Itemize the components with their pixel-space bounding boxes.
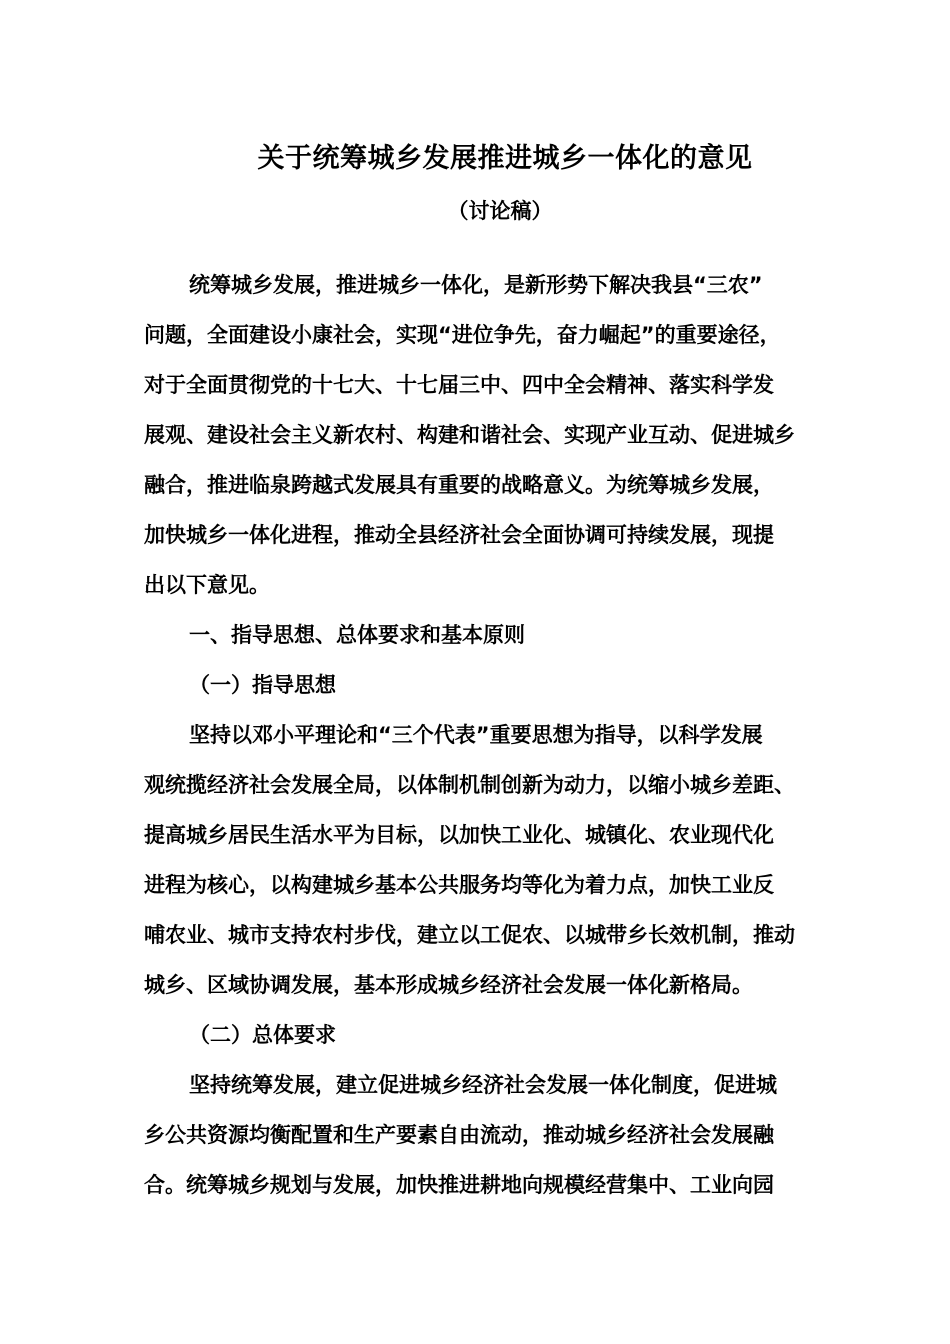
paragraph-line: 观统揽经济社会发展全局，以体制机制创新为动力，以缩小城乡差距、 xyxy=(144,773,795,797)
paragraph-line: 哺农业、城市支持农村步伐，建立以工促农、以城带乡长效机制，推动 xyxy=(144,923,795,947)
paragraph-line: 对于全面贯彻党的十七大、十七届三中、四中全会精神、落实科学发 xyxy=(144,373,774,397)
paragraph-line: 统筹城乡发展，推进城乡一体化，是新形势下解决我县“三农” xyxy=(189,273,763,297)
document-title: 关于统筹城乡发展推进城乡一体化的意见 xyxy=(257,143,753,174)
subsection-heading: （一）指导思想 xyxy=(189,673,336,697)
paragraph-line: 坚持统筹发展，建立促进城乡经济社会发展一体化制度，促进城 xyxy=(189,1073,777,1097)
subsection-heading: （二）总体要求 xyxy=(189,1023,336,1047)
paragraph-line: 展观、建设社会主义新农村、构建和谐社会、实现产业互动、促进城乡 xyxy=(144,423,795,447)
paragraph-line: 出以下意见。 xyxy=(144,573,270,597)
paragraph-line: 加快城乡一体化进程，推动全县经济社会全面协调可持续发展，现提 xyxy=(144,523,774,547)
section-heading: 一、指导思想、总体要求和基本原则 xyxy=(189,623,525,647)
paragraph-line: 融合，推进临泉跨越式发展具有重要的战略意义。为统筹城乡发展， xyxy=(144,473,774,497)
document-subtitle: （讨论稿） xyxy=(447,199,553,223)
paragraph-line: 城乡、区域协调发展，基本形成城乡经济社会发展一体化新格局。 xyxy=(144,973,753,997)
paragraph-line: 提高城乡居民生活水平为目标，以加快工业化、城镇化、农业现代化 xyxy=(144,823,774,847)
paragraph-line: 合。统筹城乡规划与发展，加快推进耕地向规模经营集中、工业向园 xyxy=(144,1173,774,1197)
paragraph-line: 进程为核心，以构建城乡基本公共服务均等化为着力点，加快工业反 xyxy=(144,873,774,897)
paragraph-line: 问题，全面建设小康社会，实现“进位争先，奋力崛起”的重要途径， xyxy=(144,323,781,347)
paragraph-line: 乡公共资源均衡配置和生产要素自由流动，推动城乡经济社会发展融 xyxy=(144,1123,774,1147)
paragraph-line: 坚持以邓小平理论和“三个代表”重要思想为指导，以科学发展 xyxy=(189,723,763,747)
